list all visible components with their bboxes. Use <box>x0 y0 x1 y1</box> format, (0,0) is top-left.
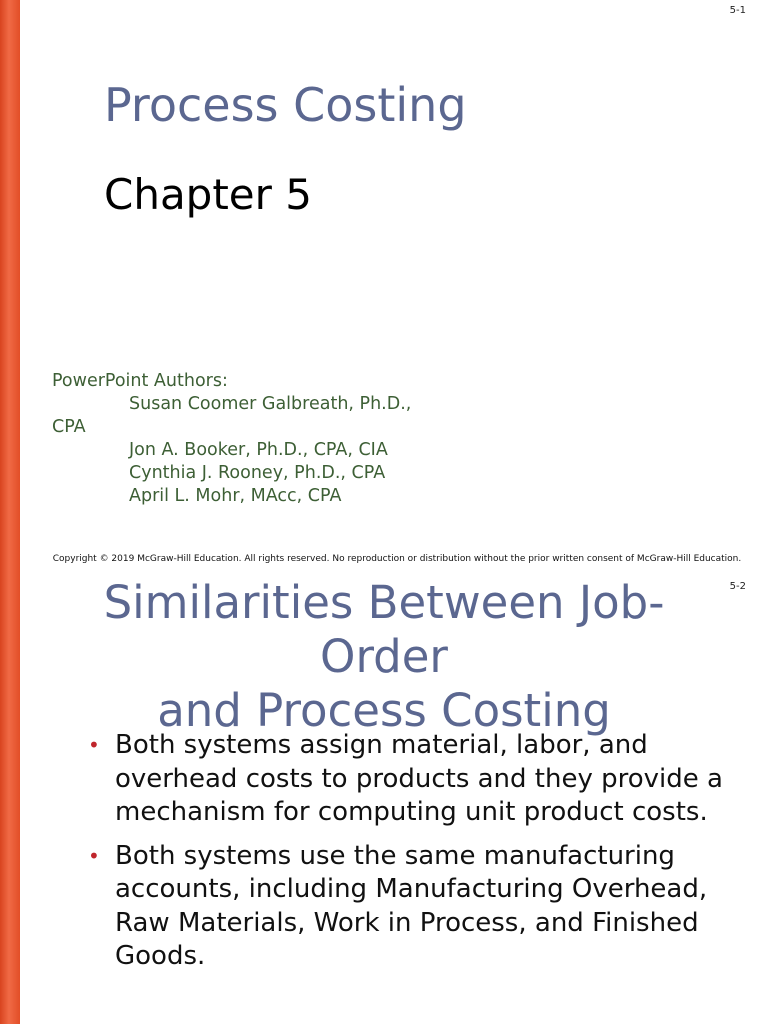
slide-title <box>40 576 728 738</box>
authors-block <box>52 370 472 508</box>
author-line: April L. Mohr, MAcc, CPA <box>129 486 342 506</box>
bullet-marker-icon: • <box>88 733 100 757</box>
slide-title: Process Costing <box>104 78 467 132</box>
author-line: Cynthia J. Rooney, Ph.D., CPA <box>129 463 386 483</box>
author-line-wrap: CPA <box>52 417 86 437</box>
slide-2 <box>0 576 768 1024</box>
authors-heading: PowerPoint Authors: <box>52 371 228 391</box>
bullet-text: Both systems use the same manufacturing accounts, including Manufacturing Overhead, Raw Materials, Work in Process, and Finished Goods. <box>115 840 708 971</box>
bullet-item <box>88 840 738 974</box>
slide-accent-bar <box>0 0 20 576</box>
slide-accent-bar <box>0 576 20 1024</box>
slide-title-line: and Process Costing <box>157 684 611 737</box>
bullet-marker-icon: • <box>88 843 100 868</box>
bullet-list <box>88 729 738 984</box>
copyright-notice: Copyright © 2019 McGraw-Hill Education. All rights reserved. No reproduction or distribution without the prior written consent of McGraw-Hill Education. <box>52 554 742 564</box>
slide-subtitle: Chapter 5 <box>104 170 312 219</box>
slide-title-line: Similarities Between Job- <box>103 576 665 629</box>
author-line: Susan Coomer Galbreath, Ph.D., <box>129 394 412 414</box>
slide-number: 5-2 <box>729 581 746 592</box>
slide-number: 5-1 <box>729 5 746 16</box>
bullet-item <box>88 729 738 830</box>
bullet-text: Both systems assign material, labor, and overhead costs to products and they provide a mechanism for computing unit product costs. <box>115 730 723 827</box>
slide-title-line: Order <box>320 630 448 683</box>
author-line: Jon A. Booker, Ph.D., CPA, CIA <box>129 440 388 460</box>
